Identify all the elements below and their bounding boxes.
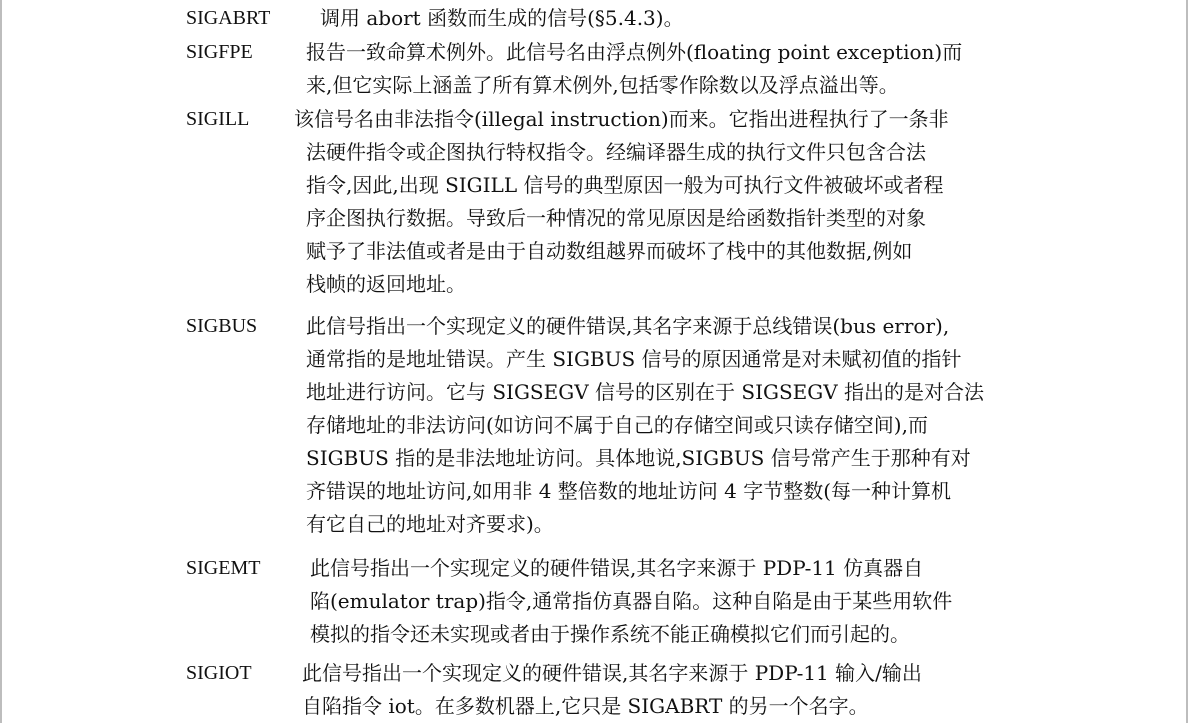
description-line: 模拟的指令还未实现或者由于操作系统不能正确模拟它们而引起的。 xyxy=(310,622,910,646)
description-line: 此信号指出一个实现定义的硬件错误,其名字来源于总线错误(bus error), xyxy=(306,314,950,338)
signal-entry-sigabrt xyxy=(186,2,1036,35)
signal-term: SIGEMT xyxy=(186,557,261,579)
description-line: 陷(emulator trap)指令,通常指仿真器自陷。这种自陷是由于某些用软件 xyxy=(310,589,953,613)
description-line: 序企图执行数据。导致后一种情况的常见原因是给函数指针类型的对象 xyxy=(306,206,926,230)
description-line: 地址进行访问。它与 SIGSEGV 信号的区别在于 SIGSEGV 指出的是对合法 xyxy=(306,380,985,404)
description-line: 自陷指令 iot。在多数机器上,它只是 SIGABRT 的另一个名字。 xyxy=(302,694,869,718)
description-line: 存储地址的非法访问(如访问不属于自己的存储空间或只读存储空间),而 xyxy=(306,413,928,437)
signal-description xyxy=(294,103,1036,301)
description-line: 通常指的是地址错误。产生 SIGBUS 信号的原因通常是对未赋初值的指针 xyxy=(306,347,962,371)
signal-entry-sigbus xyxy=(186,310,1036,541)
description-line: 赋予了非法值或者是由于自动数组越界而破坏了栈中的其他数据,例如 xyxy=(306,239,913,263)
description-line: 此信号指出一个实现定义的硬件错误,其名字来源于 PDP-11 仿真器自 xyxy=(310,556,924,580)
signal-term: SIGFPE xyxy=(186,41,253,63)
signal-entry-sigiot xyxy=(186,657,1036,723)
signal-term: SIGABRT xyxy=(186,7,271,29)
signal-entry-sigfpe xyxy=(186,36,1036,102)
signal-entry-sigill xyxy=(186,103,1036,301)
description-line: 指令,因此,出现 SIGILL 信号的典型原因一般为可执行文件被破坏或者程 xyxy=(306,173,944,197)
description-line: 调用 abort 函数而生成的信号(§5.4.3)。 xyxy=(320,6,684,30)
signal-description xyxy=(306,36,1036,102)
description-line: 有它自己的地址对齐要求)。 xyxy=(306,512,554,536)
description-line: 该信号名由非法指令(illegal instruction)而来。它指出进程执行了一条非 xyxy=(294,107,949,131)
description-line: SIGBUS 指的是非法地址访问。具体地说,SIGBUS 信号常产生于那种有对 xyxy=(306,446,971,470)
signal-entry-sigemt xyxy=(186,552,1036,651)
signal-description xyxy=(310,552,1036,651)
description-line: 齐错误的地址访问,如用非 4 整倍数的地址访问 4 字节整数(每一种计算机 xyxy=(306,479,952,503)
description-line: 法硬件指令或企图执行特权指令。经编译器生成的执行文件只包含合法 xyxy=(306,140,926,164)
signal-term: SIGBUS xyxy=(186,315,258,337)
signal-description xyxy=(320,2,1036,35)
description-line: 栈帧的返回地址。 xyxy=(306,272,466,296)
page-left-border xyxy=(0,0,2,723)
signal-description xyxy=(306,310,1036,541)
description-line: 此信号指出一个实现定义的硬件错误,其名字来源于 PDP-11 输入/输出 xyxy=(302,661,922,685)
signal-term: SIGILL xyxy=(186,108,250,130)
signal-term: SIGIOT xyxy=(186,662,252,684)
signal-description xyxy=(302,657,1036,723)
description-line: 报告一致命算术例外。此信号名由浮点例外(floating point exception)而 xyxy=(306,40,963,64)
description-line: 来,但它实际上涵盖了所有算术例外,包括零作除数以及浮点溢出等。 xyxy=(306,73,899,97)
